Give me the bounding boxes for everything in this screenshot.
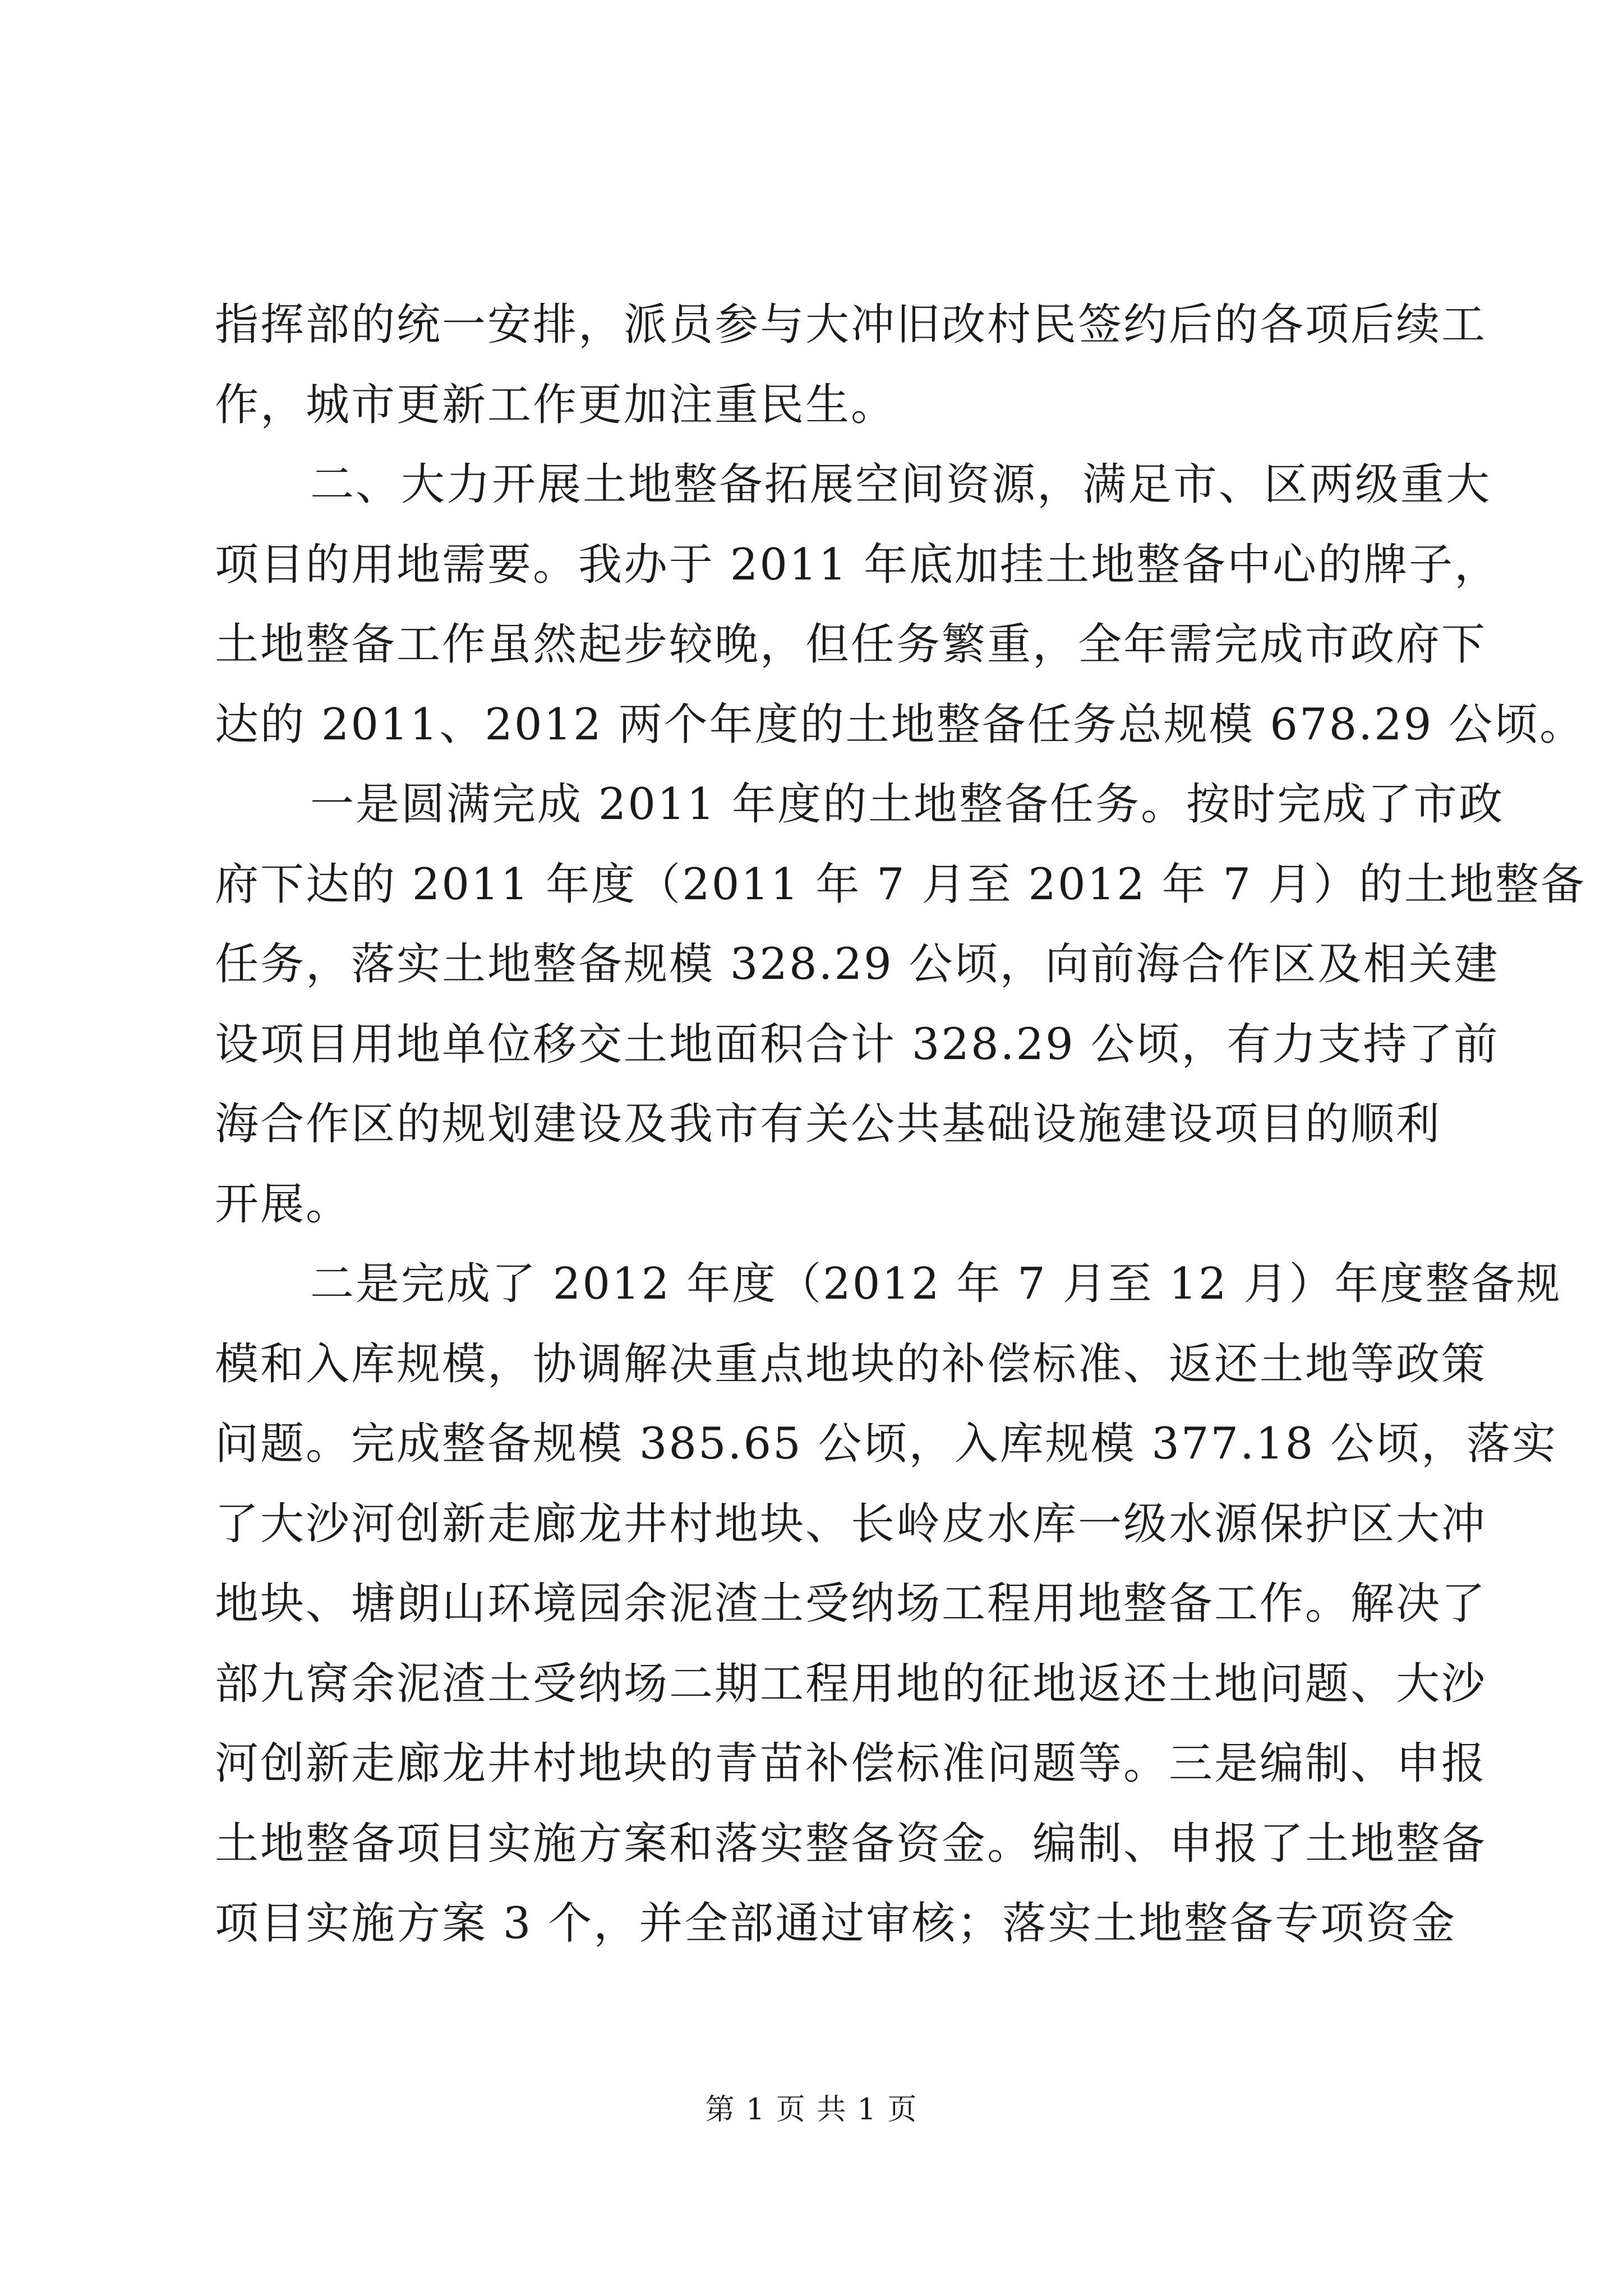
body-text [215,285,1586,1964]
paragraph-start-line: 二、大力开展土地整备拓展空间资源，满足市、区两级重大 [310,459,1492,510]
text-line: 部九窝余泥渣土受纳场二期工程用地的征地返还土地问题、大沙 [215,1658,1487,1709]
text-line: 河创新走廊龙井村地块的青苗补偿标准问题等。三是编制、申报 [215,1738,1487,1789]
text-line: 问题。完成整备规模 385.65 公顷，入库规模 377.18 公顷，落实 [215,1419,1558,1469]
text-line: 开展。 [215,1179,352,1230]
text-line: 指挥部的统一安排，派员参与大冲旧改村民签约后的各项后续工 [215,300,1487,350]
text-line: 项目的用地需要。我办于 2011 年底加挂土地整备中心的牌子， [215,539,1500,590]
text-line: 设项目用地单位移交土地面积合计 328.29 公顷，有力支持了前 [215,1019,1500,1070]
text-line: 任务，落实土地整备规模 328.29 公顷，向前海合作区及相关建 [215,939,1500,990]
paragraph-start-line: 一是圆满完成 2011 年度的土地整备任务。按时完成了市政 [310,779,1505,830]
text-line: 模和入库规模，协调解决重点地块的补偿标准、返还土地等政策 [215,1338,1487,1389]
text-line: 海合作区的规划建设及我市有关公共基础设施建设项目的顺利 [215,1099,1442,1149]
paragraph-start-line: 二是完成了 2012 年度（2012 年 7 月至 12 月）年度整备规 [310,1259,1562,1309]
text-line: 项目实施方案 3 个，并全部通过审核；落实土地整备专项资金 [215,1898,1457,1949]
text-line: 府下达的 2011 年度（2011 年 7 月至 2012 年 7 月）的土地整备 [215,859,1586,910]
page-number-footer: 第 1 页 共 1 页 [705,2093,918,2127]
text-line: 作，城市更新工作更加注重民生。 [215,379,897,430]
text-line: 土地整备工作虽然起步较晚，但任务繁重，全年需完成市政府下 [215,619,1487,670]
text-line: 达的 2011、2012 两个年度的土地整备任务总规模 678.29 公顷。 [215,699,1585,750]
text-line: 了大沙河创新走廊龙井村地块、长岭皮水库一级水源保护区大冲 [215,1498,1487,1549]
text-line: 土地整备项目实施方案和落实整备资金。编制、申报了土地整备 [215,1818,1487,1869]
text-line: 地块、塘朗山环境园余泥渣土受纳场工程用地整备工作。解决了 [215,1579,1487,1629]
